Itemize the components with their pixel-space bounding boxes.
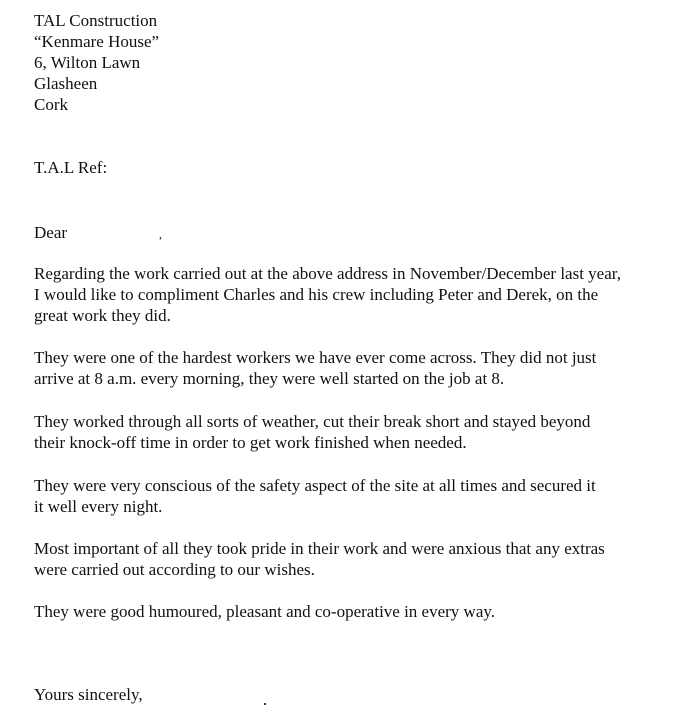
address-line-area: Glasheen (34, 74, 98, 93)
address-line-company: TAL Construction (34, 11, 158, 30)
salutation-comma: , (159, 227, 163, 241)
address-line-city: Cork (34, 95, 68, 114)
paragraph-1: Regarding the work carried out at the above address in November/December last year, I would like to compliment Charles and his crew including Peter and Derek, on the great work they did. (34, 264, 622, 325)
salutation-text: Dear (34, 223, 68, 242)
paragraph-3: They worked through all sorts of weather, cut their break short and stayed beyond their knock-off time in order to get work finished when needed. (34, 412, 591, 452)
paragraph-2: They were one of the hardest workers we have ever come across. They did not just arrive at 8 a.m. every morning, they were well started on the job at 8. (34, 348, 597, 388)
sender-address (34, 10, 159, 115)
salutation (34, 222, 162, 245)
stray-dot (264, 703, 266, 705)
closing-line: Yours sincerely, (34, 685, 143, 704)
paragraph-5: Most important of all they took pride in their work and were anxious that any extras were carried out according to our wishes. (34, 539, 605, 579)
paragraph-4: They were very conscious of the safety aspect of the site at all times and secured it it well every night. (34, 476, 596, 516)
address-line-house: “Kenmare House” (34, 32, 160, 51)
reference-line: T.A.L Ref: (34, 158, 108, 177)
address-line-street: 6, Wilton Lawn (34, 53, 141, 72)
paragraph-6: They were good humoured, pleasant and co-operative in every way. (34, 602, 496, 621)
